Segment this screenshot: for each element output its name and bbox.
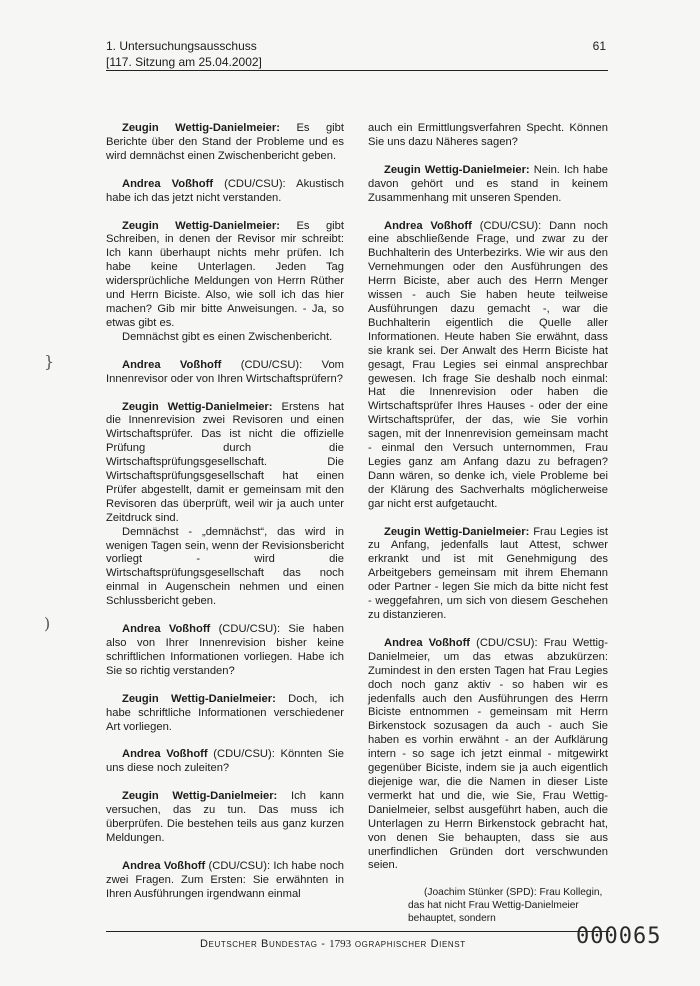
transcript-paragraph xyxy=(106,693,344,735)
footer-publisher: Deutscher Bundestag - xyxy=(200,938,326,950)
speech-text: Nein. Ich habe davon gehört und es stand in keinem Zusammenhang mit unseren Spenden. xyxy=(368,163,608,204)
speech-text: auch ein Ermittlungsverfahren Specht. Können Sie uns dazu Näheres sagen? xyxy=(368,122,608,148)
page-number: 61 xyxy=(592,39,606,53)
session-label: [117. Sitzung am 25.04.2002] xyxy=(106,55,262,69)
speaker-name: Andrea Voßhoff xyxy=(122,358,222,371)
speech-text: (CDU/CSU): Könnten Sie uns diese noch zuleiten? xyxy=(106,748,344,775)
left-column xyxy=(106,122,344,916)
transcript-paragraph xyxy=(106,526,344,609)
transcript-paragraph xyxy=(106,790,344,846)
speaker-name: Andrea Voßhoff xyxy=(122,748,208,761)
speaker-name: Andrea Voßhoff xyxy=(122,623,211,636)
speech-text: Demnächst - „demnächst“, das wird in wenigen Tagen sein, wenn der Revisionsbericht vorliegt - wird die Wirtschaftsprüfungsgesellschaft das noch einmal in Augenschein nehmen und einen Schlussbericht geben. xyxy=(106,525,344,608)
transcript-paragraph xyxy=(106,331,344,345)
transcript-paragraph xyxy=(368,122,608,150)
speaker-name: Andrea Voßhoff xyxy=(384,219,472,232)
speech-text: Demnächst gibt es einen Zwischenbericht. xyxy=(122,330,333,343)
speaker-name: Zeugin Wettig-Danielmeier: xyxy=(384,163,530,176)
transcript-paragraph xyxy=(106,623,344,679)
right-column xyxy=(368,122,608,925)
header-divider xyxy=(106,70,608,71)
margin-mark: ) xyxy=(44,614,51,633)
speaker-name: Zeugin Wettig-Danielmeier: xyxy=(384,525,530,538)
speaker-name: Zeugin Wettig-Danielmeier: xyxy=(122,219,280,232)
interjection-note: (Joachim Stünker (SPD): Frau Kollegin, das hat nicht Frau Wettig-Danielmeier behauptet, sondern xyxy=(408,887,603,924)
transcript-paragraph xyxy=(368,637,608,873)
speaker-name: Zeugin Wettig-Danielmeier: xyxy=(122,122,280,134)
margin-mark: } xyxy=(44,352,55,371)
footer-number: 1793 xyxy=(329,938,352,950)
speech-text: (CDU/CSU): Vom Innenrevisor oder von Ihren Wirtschaftsprüfern? xyxy=(106,358,344,385)
speech-text: Frau Legies ist zu Anfang, jedenfalls laut Attest, schwer erkrankt und ist mit Genehmigung des Arbeitgebers gemeinsam mit ihrem Ehemann oder Partner - legen Sie mich da bitte nicht fest - weggefahren, um sich von diesem Geschehen zu distanzieren. xyxy=(368,525,609,621)
transcript-paragraph xyxy=(368,220,608,512)
transcript-paragraph xyxy=(368,526,608,623)
speech-text: Ich kann versuchen, das zu tun. Das muss ich überprüfen. Die bestehen teils aus ganz kurzen Meldungen. xyxy=(106,790,344,844)
speaker-name: Zeugin Wettig-Danielmeier: xyxy=(122,692,276,705)
speaker-name: Andrea Voßhoff xyxy=(122,177,214,190)
speech-text: (CDU/CSU): Ich habe noch zwei Fragen. Zum Ersten: Sie erwähnten in Ihren Ausführungen irgendwann einmal xyxy=(106,859,344,900)
speech-text: Es gibt Schreiben, in denen der Revisor mir schreibt: Ich kann überhaupt nichts mehr prüfen. Ich habe keine Unterlagen. Jeden Tag widersprüchliche Meldungen von Herrn Rüther und Herrn Biciste. Also, wie soll ich das hier machen? Gib mir bitte Anweisungen. - Ja, so etwas gibt es. xyxy=(106,219,345,329)
speech-text: (CDU/CSU): Akustisch habe ich das jetzt nicht verstanden. xyxy=(106,177,344,204)
transcript-paragraph xyxy=(106,748,344,776)
transcript-paragraph xyxy=(106,122,344,164)
speech-text: (CDU/CSU): Sie haben also von Ihrer Innenrevision bisher keine schriftlichen Informationen vorliegen. Habe ich Sie so richtig verstanden? xyxy=(106,623,344,677)
speaker-name: Andrea Voßhoff xyxy=(122,859,206,872)
speech-text: Es gibt Berichte über den Stand der Probleme und es wird demnächst einen Zwischenbericht geben. xyxy=(106,122,345,162)
archive-stamp: 000065 xyxy=(576,924,662,949)
page-header xyxy=(106,38,608,70)
footer-divider xyxy=(106,931,610,932)
speaker-name: Zeugin Wettig-Danielmeier: xyxy=(122,400,273,413)
transcript-paragraph xyxy=(106,220,344,331)
speech-text: (CDU/CSU): Dann noch eine abschließende Frage, und zwar zu der Buchhalterin des Unterbezirks. Wie wir aus den Vernehmungen oder den Ausführungen des Herrn Biciste, aber auch des Herrn Menger wissen - auch Sie haben heute teilweise Ausführungen dazu gemacht -, war die Buchhalterin eigentlich die Quelle aller Informationen. Heute haben Sie erwähnt, dass sie krank sei. Der Anwalt des Herrn Biciste hat gesagt, Frau Legies sei einmal ansprechbar gewesen. Ich frage Sie deshalb noch einmal: Hat die Innenrevision oder haben die Wirtschaftsprüfer Ihres Hauses - oder der eine Wirtschaftsprüfer, der das, wie Sie vorhin sagen, mit der Innenrevision gemeinsam macht - einmal den Versuch unternommen, Frau Legies ganz am Anfang dazu zu befragen? Dann wären, so denke ich, viele Probleme bei der Klärung des Sachverhalts möglicherweise gar nicht erst aufgetaucht. xyxy=(368,219,608,510)
transcript-paragraph xyxy=(106,401,344,526)
speaker-name: Zeugin Wettig-Danielmeier: xyxy=(122,790,278,803)
speaker-name: Andrea Voßhoff xyxy=(384,636,471,649)
speech-text: (CDU/CSU): Frau Wettig-Danielmeier, um das etwas abzukürzen: Zumindest in den ersten Tagen hat Frau Legies doch noch ganz aktiv - so haben wir es jedenfalls auch den Ausführungen des Herrn Biciste entnommen - gemeinsam mit Herrn Birkenstock sozusagen da auch - auch Sie haben es vorhin erwähnt - an der Aufklärung intern - so sage ich jetzt einmal - mitgewirkt gegenüber Biciste, indem sie ja auch eigentlich diejenige war, die die Namen in dieser Liste vermerkt hat und die, wie Sie, Frau Wettig-Danielmeier, selbst ausgeführt haben, auch die Unterlagen zu Herrn Birkenstock gebracht hat, von denen Sie behaupten, dass sie aus unerfindlichen Gründen dort verschwunden seien. xyxy=(368,636,608,872)
committee-title: 1. Untersuchungsausschuss xyxy=(106,39,257,53)
transcript-paragraph xyxy=(368,164,608,206)
speech-text: Doch, ich habe schriftliche Informationen verschiedener Art vorliegen. xyxy=(106,692,345,733)
footer-service: ographischer Dienst xyxy=(354,938,466,950)
page-footer xyxy=(200,938,466,950)
speech-text: Erstens hat die Innenrevision zwei Revisoren und einen Wirtschaftsprüfer. Das ist nicht die offizielle Prüfung durch die Wirtschaftsprüfungsgesellschaft. Die Wirtschaftsprüfungsgesellschaft hat einen Prüfer abgestellt, damit er gemeinsam mit den Revisoren das überprüft, weil wir ja auch unter Zeitdruck sind. xyxy=(106,400,344,524)
transcript-paragraph xyxy=(106,860,344,902)
transcript-paragraph xyxy=(106,178,344,206)
transcript-paragraph xyxy=(106,359,344,387)
